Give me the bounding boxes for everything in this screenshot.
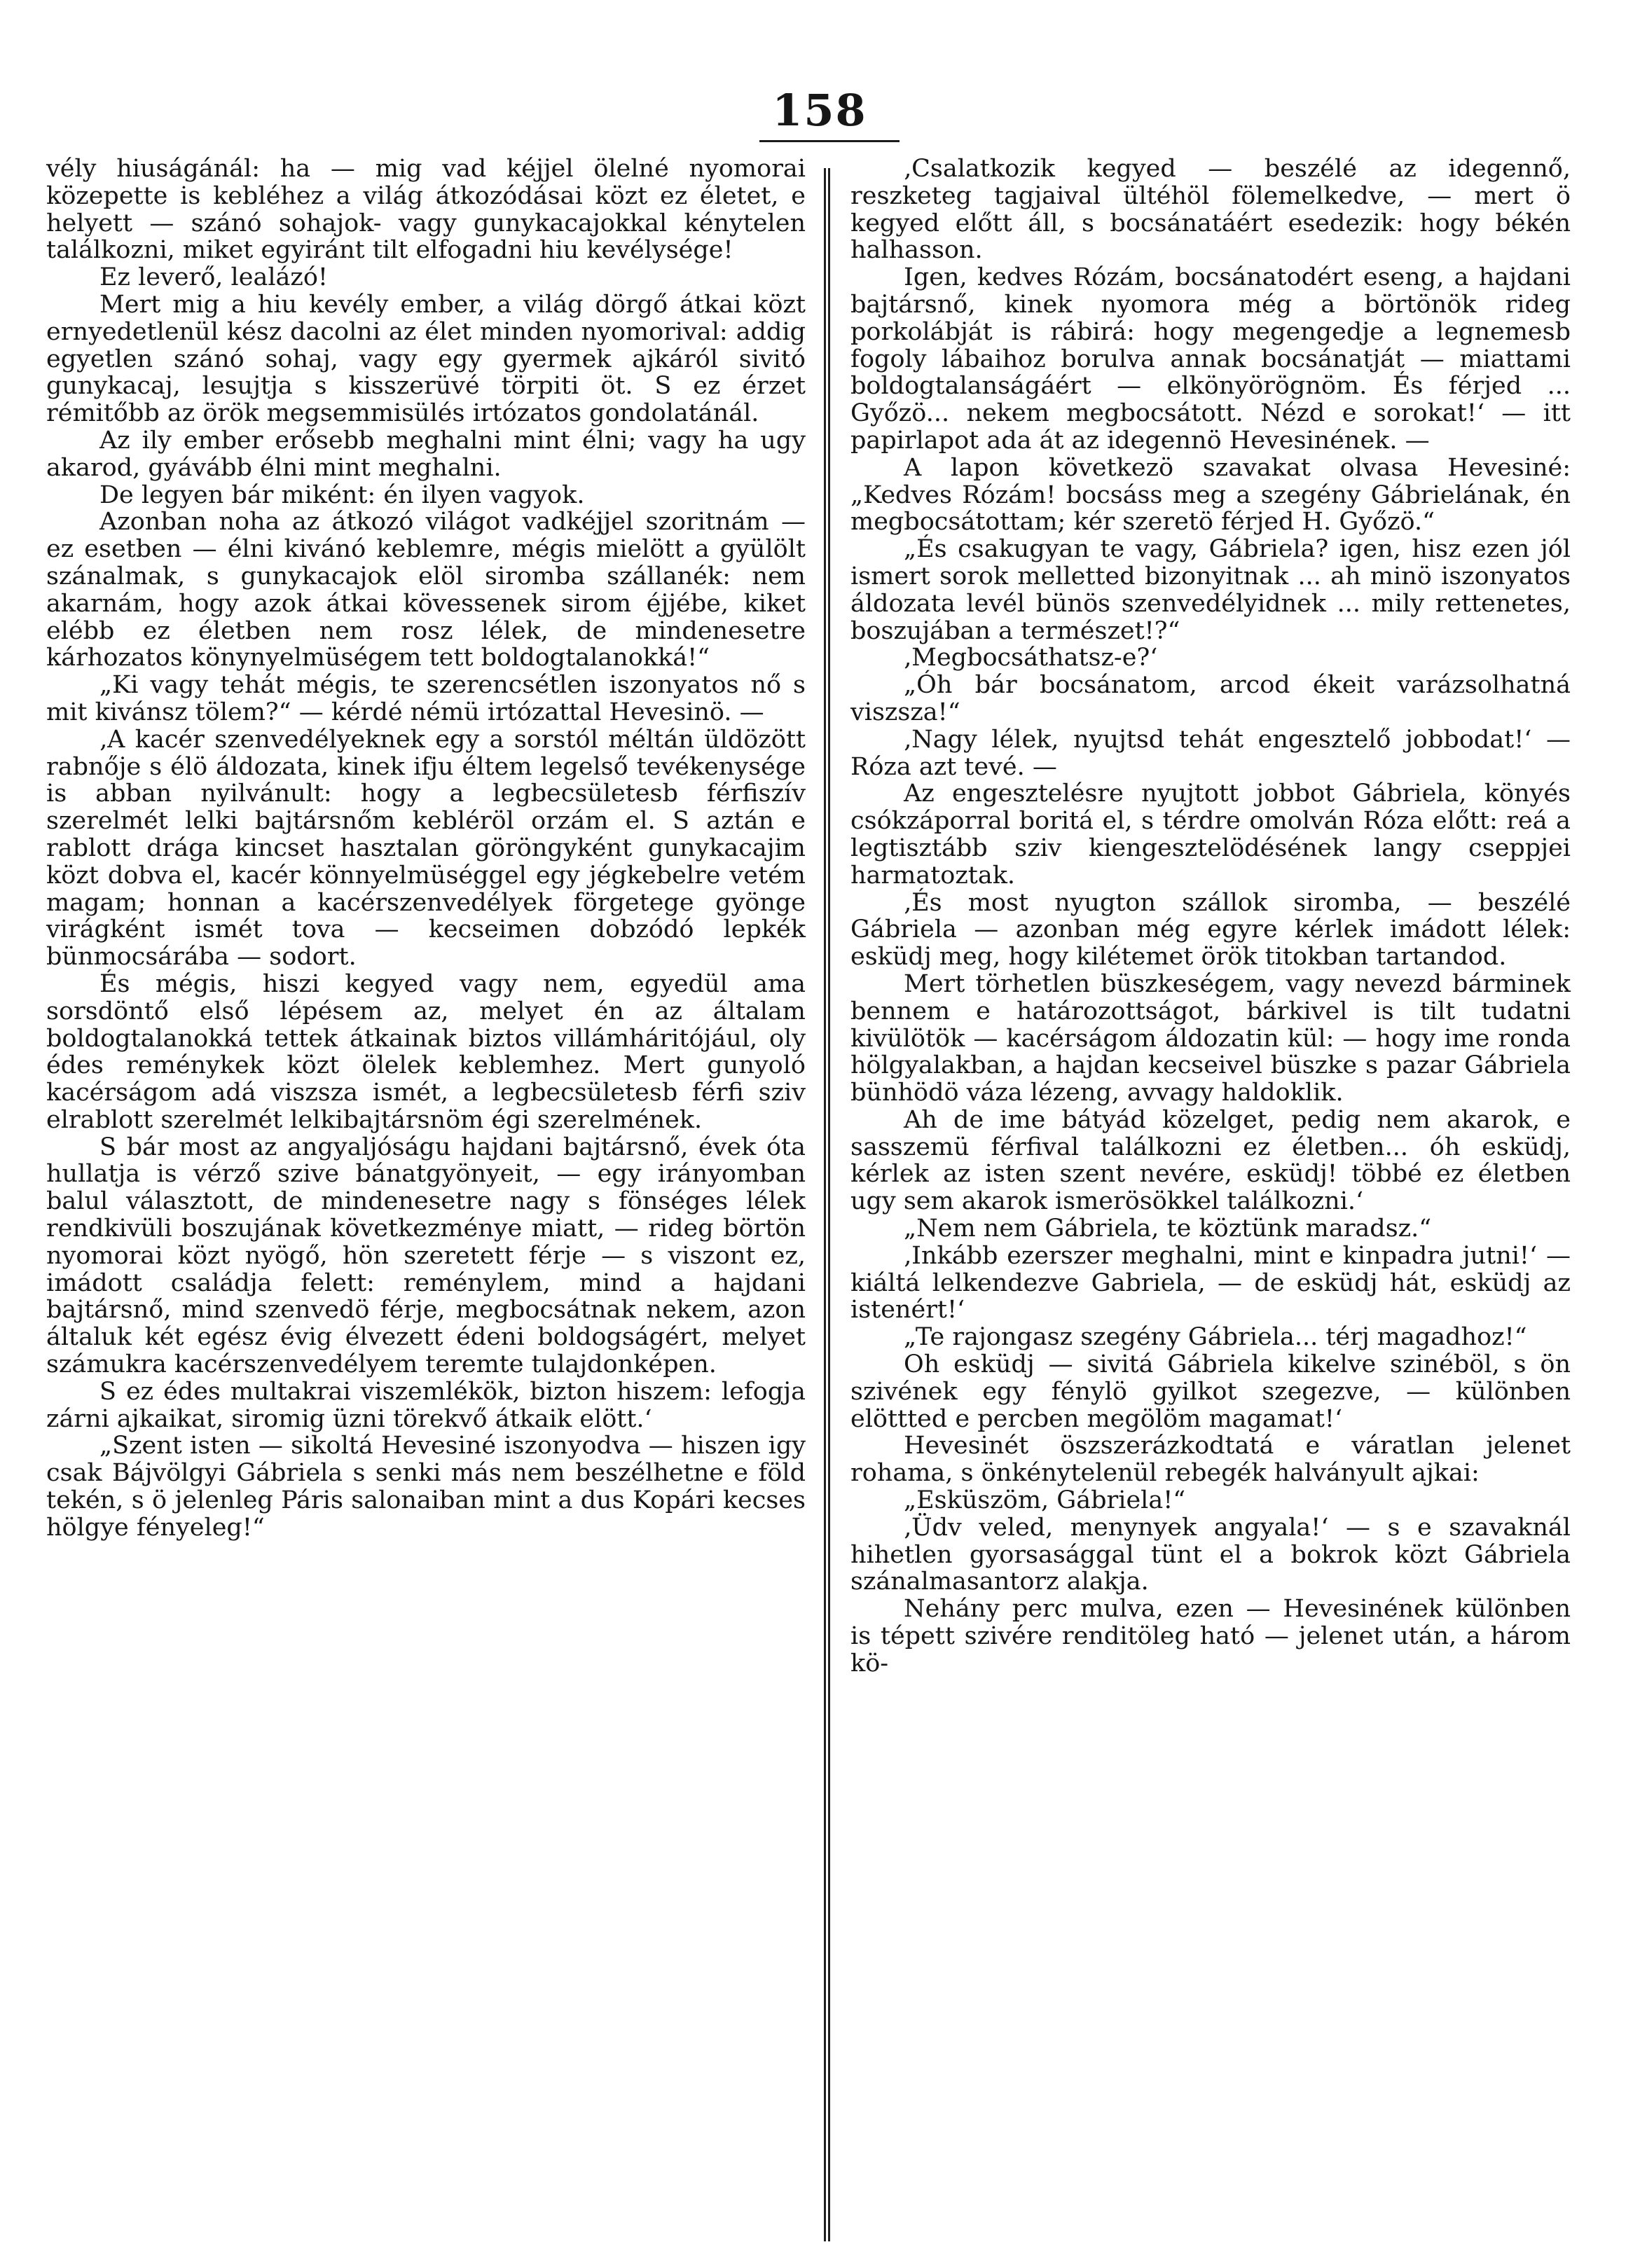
paragraph: Ez leverő, lealázó! xyxy=(99,263,328,292)
paragraph: Ah de ime bátyád közelget, pedig nem akarok, e sasszemü férfival találkozni ez életben... óh esküdj, kérlek az isten szent nevére, esküdj! többé ez életben ugy sem akarok ismerösökkel találkozni.‘ xyxy=(850,1105,1571,1216)
paragraph: vély hiuságánál: ha — mig vad kéjjel ölelné nyomorai közepette is kebléhez a világ átkozódásai közt ez életet, e helyett — szánó sohajok- vagy gunykacajokkal kénytelen találkozni, miket egyiránt tilt elfogadni hiu kevélysége! xyxy=(46,155,806,265)
paragraph: És mégis, hiszi kegyed vagy nem, egyedül ama sorsdöntő első lépésem az, melyet én az általam boldogtalanokká tettek átkainak biztos villámháritójául, oly édes reménykek közt ölelek keblemhez. Mert gunyoló kacérságom adá viszsza ismét, a legbecsületesb férfi sziv elrablott szerelmét lelkibajtársnöm égi szerelmének. xyxy=(46,969,806,1134)
paragraph: „Nem nem Gábriela, te köztünk maradsz.“ xyxy=(904,1215,1432,1243)
paragraph: Oh esküdj — sivitá Gábriela kikelve szinéböl, s ön szivének egy fénylö gyilkot szegezve, — különben elöttted e percben megölöm magamat!‘ xyxy=(850,1350,1571,1433)
paragraph: „Ki vagy tehát mégis, te szerencsétlen iszonyatos nő s mit kivánsz tölem?“ — kérdé némü irtózattal Hevesinö. — xyxy=(46,671,806,726)
paragraph: Az ily ember erősebb meghalni mint élni; vagy ha ugy akarod, gyávább élni mint meghalni. xyxy=(46,426,806,482)
paragraph: S bár most az angyaljóságu hajdani bajtársnő, évek óta hullatja is vérző szive bánatgyönyeit, — egy irányomban balul választott, de mindenesetre nagy s fönséges lélek rendkivüli boszujának következménye miatt, — rideg börtön nyomorai közt nyögő, hön szeretett férje — s viszont ez, imádott családja felett: reménylem, mind a hajdani bajtársnő, mind szenvedö férje, megbocsátnak nekem, azon általuk két egész évig élvezett édeni boldogságért, melyet számukra kacérszenvedélyem teremte tulajdonképen. xyxy=(46,1133,806,1379)
column-divider xyxy=(824,168,830,2241)
paragraph: „És csakugyan te vagy, Gábriela? igen, hisz ezen jól ismert sorok melletted bizonyitnak ... ah minö iszonyatos áldozata levél bünös szenvedélyidnek ... mily rettenetes, boszujában a természet!?“ xyxy=(850,535,1571,645)
paragraph: „Te rajongasz szegény Gábriela... térj magadhoz!“ xyxy=(904,1323,1527,1352)
paragraph: „Szent isten — sikoltá Hevesiné iszonyodva — hiszen igy csak Bájvölgyi Gábriela s senki más nem beszélhetne e föld tekén, s ö jelenleg Páris salonaiban mint a dus Kopári kecses hölgye fényeleg!“ xyxy=(46,1432,806,1542)
paragraph: Mert törhetlen büszkeségem, vagy nevezd bárminek bennem e határozottságot, bárkivel is tilt tudatni kivülötök — kacérságom áldozatin kül: — hogy ime ronda hölgyalakban, a hajdan kecseivel büszke s pazar Gábriela bünhödö váza lézeng, avvagy haldoklik. xyxy=(850,969,1571,1107)
paragraph: „Esküszöm, Gábriela!“ xyxy=(904,1486,1186,1515)
paragraph: ‚Üdv veled, menynyek angyala!‘ — s e szavaknál hihetlen gyorsasággal tünt el a bokrok közt Gábriela szánalmasantorz alakja. xyxy=(850,1513,1571,1596)
paragraph: Mert mig a hiu kevély ember, a világ dörgő átkai közt ernyedetlenül kész dacolni az élet minden nyomorival: addig egyetlen szánó sohaj, vagy egy gyermek ajkáról sivitó gunykacaj, lesujtja s kisszerüvé törpiti öt. S ez érzet rémitőbb az örök megsemmisülés irtózatos gondolatánál. xyxy=(46,290,806,428)
paragraph: ‚Nagy lélek, nyujtsd tehát engesztelő jobbodat!‘ — Róza azt tevé. — xyxy=(850,725,1571,781)
paragraph: De legyen bár miként: én ilyen vagyok. xyxy=(99,480,585,509)
paragraph: ‚Megbocsáthatsz-e?‘ xyxy=(904,644,1158,672)
paragraph: Igen, kedves Rózám, bocsánatodért eseng, a hajdani bajtársnő, kinek nyomora még a börtönök rideg porkolábját is rábirá: hogy megengedje a legnemesb fogoly lábaihoz borulva annak bocsánatját — miattami boldogtalanságáért — elkönyörögnöm. És férjed ... Győzö... nekem megbocsátott. Nézd e sorokat!‘ — itt papirlapot ada át az idegennö Hevesinének. — xyxy=(850,263,1571,455)
page-number: 158 xyxy=(772,85,867,136)
paragraph: S ez édes multakrai viszemlékök, bizton hiszem: lefogja zárni ajkaikat, siromig üzni törekvő átkaik elött.‘ xyxy=(46,1377,806,1433)
paragraph: ‚A kacér szenvedélyeknek egy a sorstól méltán üldözött rabnője s élö áldozata, kinek ifju éltem legelső tevékenysége is abban nyilvánult: hogy a legbecsületesb férfiszív szerelmét lelki bajtársnőm kebléröl orzám el. S aztán e rablott drága kincset hasztalan göröngyként gunykacajim közt dobva el, kacér könnyelmüséggel egy jégkebelre vetém magam; honnan a kacérszenvedélyek förgetege gyönge virágként ismét tova — kecseimen dobzódó lepkék bünmocsárába — sodort. xyxy=(46,725,806,971)
paragraph: Nehány perc mulva, ezen — Hevesinének különben is tépett szivére renditöleg ható — jelenet után, a három kö- xyxy=(850,1595,1571,1678)
paragraph: Azonban noha az átkozó világot vadkéjjel szoritnám — ez esetben — élni kivánó keblemre, mégis mielött a gyülölt szánalmak, s gunykacajok elöl siromba szállanék: nem akarnám, hogy azok átkai kövessenek sirom éjjébe, kiket elébb ez életben nem rosz lélek, de mindenesetre kárhozatos könynyelmüségem tett boldogtalanokká!“ xyxy=(46,508,806,672)
page-number-rule xyxy=(759,140,900,142)
paragraph: Az engesztelésre nyujtott jobbot Gábriela, könyés csókzáporral boritá el, s térdre omolván Róza előtt: reá a legtisztább sziv kiengesztelödésének langy cseppjei harmatoztak. xyxy=(850,780,1571,890)
paragraph: A lapon következö szavakat olvasa Hevesiné: „Kedves Rózám! bocsáss meg a szegény Gábrielának, én megbocsátottam; kér szeretö férjed H. Győzö.“ xyxy=(850,453,1571,537)
right-column xyxy=(850,155,1571,1678)
left-column xyxy=(46,155,806,1542)
paragraph: ‚Csalatkozik kegyed — beszélé az idegennő, reszketeg tagjaival ültéhöl fölemelkedve, — mert ö kegyed előtt áll, s bocsánatáért esedezik: hogy békén halhasson. xyxy=(850,155,1571,265)
paragraph: Hevesinét öszszerázkodtatá e váratlan jelenet rohama, s önkénytelenül rebegék halványult ajkai: xyxy=(850,1432,1571,1488)
paragraph: ‚Inkább ezerszer meghalni, mint e kinpadra jutni!‘ — kiáltá lelkendezve Gabriela, — de esküdj hát, esküdj az istenért!‘ xyxy=(850,1241,1571,1325)
paragraph: ‚És most nyugton szállok siromba, — beszélé Gábriela — azonban még egyre kérlek imádott lélek: esküdj meg, hogy kilétemet örök titokban tartandod. xyxy=(850,888,1571,971)
paragraph: „Óh bár bocsánatom, arcod ékeit varázsolhatná viszsza!“ xyxy=(850,671,1571,726)
